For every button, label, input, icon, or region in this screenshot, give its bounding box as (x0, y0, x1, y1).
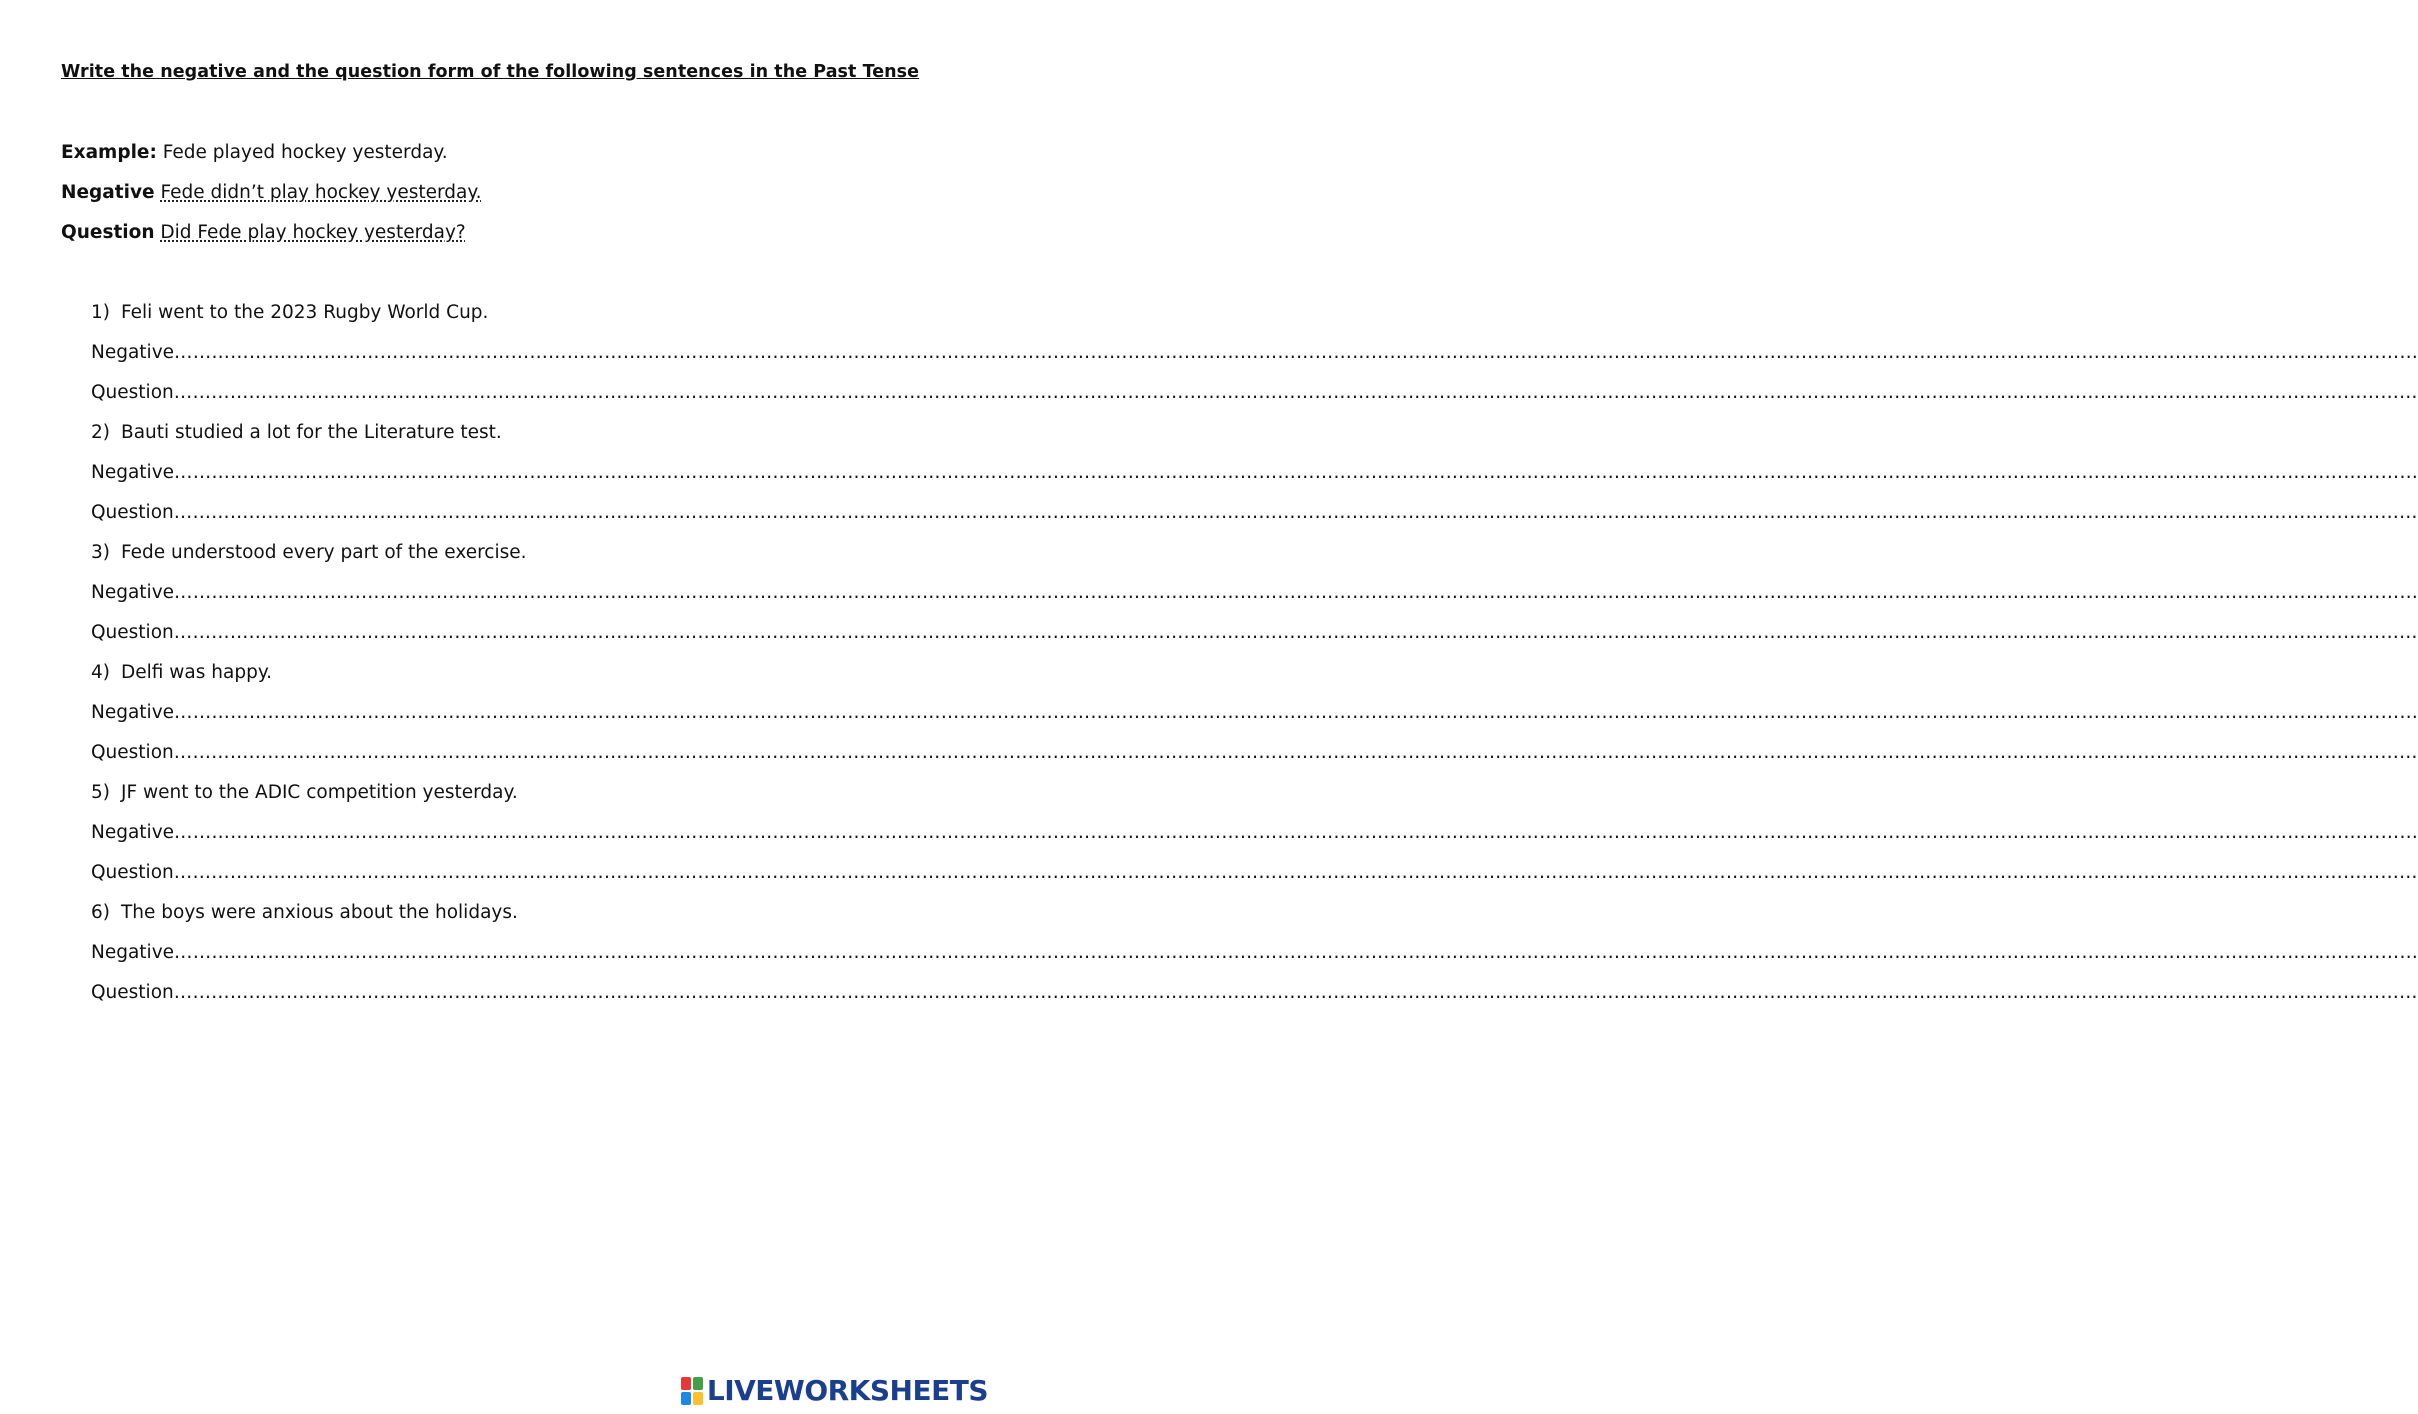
example-negative-answer: Fede didn’t play hockey yesterday. (160, 182, 482, 203)
item-number: 1) (91, 302, 110, 323)
question-label: Question (91, 622, 174, 643)
answer-blank[interactable]: ……………………………………………………………………………………………………………………………………………………………………………………………………………………………………………………………………………………………………………………………… (173, 622, 2418, 643)
logo-tiles-icon (681, 1377, 703, 1405)
logo-tile (693, 1377, 703, 1390)
exercise-item (91, 902, 518, 923)
answer-blank[interactable]: ……………………………………………………………………………………………………………………………………………………………………………………………………………………………………………………………………………………………………………………………… (174, 942, 2418, 963)
negative-label: Negative (91, 702, 175, 723)
negative-answer-line[interactable] (91, 582, 2418, 603)
example-question-answer: Did Fede play hockey yesterday? (160, 222, 466, 243)
item-sentence: The boys were anxious about the holidays. (121, 902, 518, 923)
worksheet-title: Write the negative and the question form of the following sentences in the Past Tense (61, 62, 920, 82)
answer-blank[interactable]: ……………………………………………………………………………………………………………………………………………………………………………………………………………………………………………………………………………………………………………………………… (174, 822, 2418, 843)
answer-blank[interactable]: ……………………………………………………………………………………………………………………………………………………………………………………………………………………………………………………………………………………………………………………………… (173, 862, 2418, 883)
logo-text: LIVEWORKSHEETS (706, 1374, 988, 1407)
answer-blank[interactable]: ……………………………………………………………………………………………………………………………………………………………………………………………………………………………………………………………………………………………………………………………… (173, 502, 2418, 523)
example-label: Example: (61, 142, 157, 163)
question-answer-line[interactable] (91, 622, 2418, 643)
answer-blank[interactable]: ……………………………………………………………………………………………………………………………………………………………………………………………………………………………………………………………………………………………………………………………… (173, 382, 2418, 403)
negative-answer-line[interactable] (91, 342, 2418, 363)
negative-answer-line[interactable] (91, 702, 2418, 723)
example-line (61, 142, 448, 163)
negative-label: Negative (91, 822, 175, 843)
question-label: Question (91, 382, 174, 403)
item-sentence: Delfi was happy. (121, 662, 273, 683)
item-sentence: Feli went to the 2023 Rugby World Cup. (121, 302, 489, 323)
question-answer-line[interactable] (91, 862, 2418, 883)
answer-blank[interactable]: ……………………………………………………………………………………………………………………………………………………………………………………………………………………………………………………………………………………………………………………………… (174, 702, 2418, 723)
item-number: 5) (91, 782, 110, 803)
negative-answer-line[interactable] (91, 462, 2418, 483)
example-sentence: Fede played hockey yesterday. (162, 142, 448, 163)
answer-blank[interactable]: ……………………………………………………………………………………………………………………………………………………………………………………………………………………………………………………………………………………………………………………………… (174, 582, 2418, 603)
logo-tile (693, 1392, 703, 1405)
exercise-item (91, 662, 272, 683)
logo-tile (681, 1377, 691, 1390)
negative-answer-line[interactable] (91, 822, 2418, 843)
exercise-item (91, 422, 502, 443)
answer-blank[interactable]: ……………………………………………………………………………………………………………………………………………………………………………………………………………………………………………………………………………………………………………………………… (173, 742, 2418, 763)
item-number: 4) (91, 662, 110, 683)
answer-blank[interactable]: ……………………………………………………………………………………………………………………………………………………………………………………………………………………………………………………………………………………………………………………………… (174, 342, 2418, 363)
question-label: Question (91, 982, 174, 1003)
item-sentence: Bauti studied a lot for the Literature test. (121, 422, 502, 443)
question-answer-line[interactable] (91, 742, 2418, 763)
logo-tile (681, 1392, 691, 1405)
liveworksheets-logo (681, 1374, 988, 1407)
question-answer-line[interactable] (91, 982, 2418, 1003)
item-number: 3) (91, 542, 110, 563)
question-label: Question (91, 502, 174, 523)
exercise-item (91, 782, 518, 803)
item-sentence: JF went to the ADIC competition yesterday. (121, 782, 518, 803)
item-sentence: Fede understood every part of the exercise. (121, 542, 527, 563)
question-answer-line[interactable] (91, 502, 2418, 523)
negative-label: Negative (91, 582, 175, 603)
example-negative-label: Negative (61, 182, 155, 203)
negative-label: Negative (91, 462, 175, 483)
example-question-label: Question (61, 222, 155, 243)
exercise-item (91, 302, 488, 323)
negative-answer-line[interactable] (91, 942, 2418, 963)
example-question-line (61, 222, 466, 243)
question-label: Question (91, 862, 174, 883)
negative-label: Negative (91, 342, 175, 363)
answer-blank[interactable]: ……………………………………………………………………………………………………………………………………………………………………………………………………………………………………………………………………………………………………………………………… (173, 982, 2418, 1003)
exercise-item (91, 542, 527, 563)
question-label: Question (91, 742, 174, 763)
negative-label: Negative (91, 942, 175, 963)
item-number: 6) (91, 902, 110, 923)
answer-blank[interactable]: ……………………………………………………………………………………………………………………………………………………………………………………………………………………………………………………………………………………………………………………………… (174, 462, 2418, 483)
question-answer-line[interactable] (91, 382, 2418, 403)
item-number: 2) (91, 422, 110, 443)
example-negative-line (61, 182, 482, 203)
